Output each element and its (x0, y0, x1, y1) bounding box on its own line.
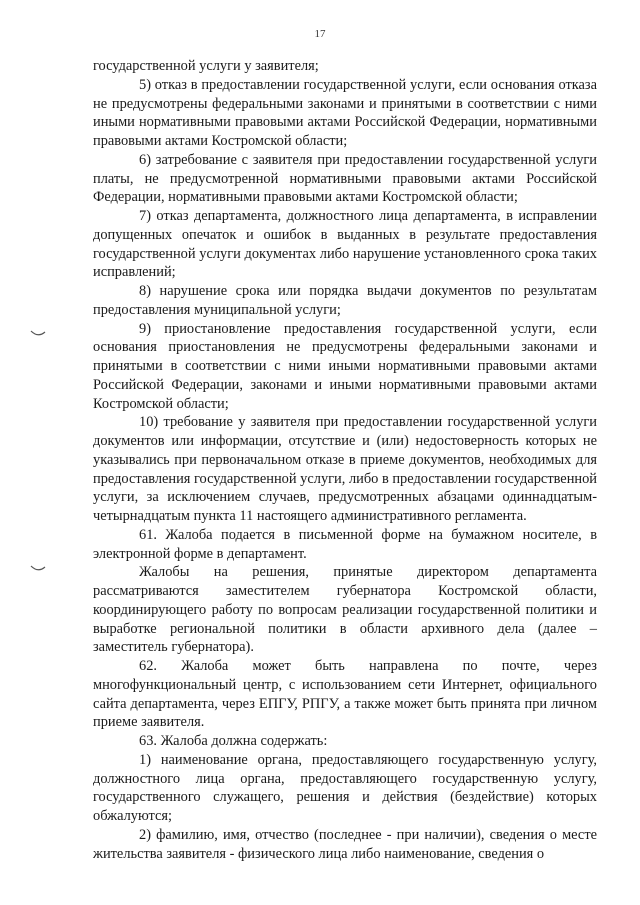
page-number: 17 (314, 28, 326, 40)
paragraph: 8) нарушение срока или порядка выдачи документов по результатам предоставления муниципальной услуги; (93, 283, 597, 318)
paragraph: 61. Жалоба подается в письменной форме на бумажном носителе, в электронной форме в департамент. (93, 526, 597, 562)
paragraph: 9) приостановление предоставления государственной услуги, если основания приостановления не предусмотрены федеральными законами и принятыми в соответствии с ними иными нормативными правовыми актами Российской Федерации, законами и иными нормативными правовыми актами Костромской области; (93, 320, 597, 412)
paragraph: государственной услуги у заявителя; (93, 58, 319, 74)
paragraph: 5) отказ в предоставлении государственной услуги, если основания отказа не предусмотрены федеральными законами и принятыми в соответствии с ними иными нормативными правовыми актами Российской Федерации, нормативными правовыми актами Костромской области; (93, 76, 597, 149)
margin-hole-mark (30, 565, 46, 573)
paragraph: Жалобы на решения, принятые директором департамента рассматриваются заместителем губернатора Костромской области, координирующего работу по вопросам реализации государственной политики и выработке региональной политики в области архивного дела (далее – заместитель губернатора). (93, 564, 597, 656)
paragraph: 10) требование у заявителя при предоставлении государственной услуги документов или информации, отсутствие и (или) недостоверность которых не указывались при первоначальном отказе в приеме документов, необходимых для предоставления государственной услуги, либо в предоставлении государственной услуги, за исключением случаев, предусмотренных абзацами одиннадцатым-четырнадцатым пункта 11 настоящего административного регламента. (93, 414, 597, 524)
margin-hole-mark (30, 330, 46, 338)
paragraph: 63. Жалоба должна содержать: (139, 733, 328, 749)
paragraph: 6) затребование с заявителя при предоставлении государственной услуги платы, не предусмотренной нормативными правовыми актами Российской Федерации, нормативными правовыми актами Костромской области; (93, 151, 597, 206)
paragraph: 2) фамилию, имя, отчество (последнее - при наличии), сведения о месте жительства заявителя - физического лица либо наименование, сведения о (93, 826, 597, 862)
paragraph: 62. Жалоба может быть направлена по почте, через многофункциональный центр, с использованием сети Интернет, официального сайта департамента, через ЕПГУ, РПГУ, а также может быть принята при личном приеме заявителя. (93, 658, 597, 731)
paragraph: 7) отказ департамента, должностного лица департамента, в исправлении допущенных опечаток и ошибок в выданных в результате предоставления государственной услуги документах либо нарушение установленного срока таких исправлений; (93, 208, 597, 281)
paragraph: 1) наименование органа, предоставляющего государственную услугу, должностного лица органа, предоставляющего государственную услугу, государственного служащего, решения и действия (бездействие) которых обжалуются; (93, 751, 597, 824)
document-body (93, 57, 597, 863)
